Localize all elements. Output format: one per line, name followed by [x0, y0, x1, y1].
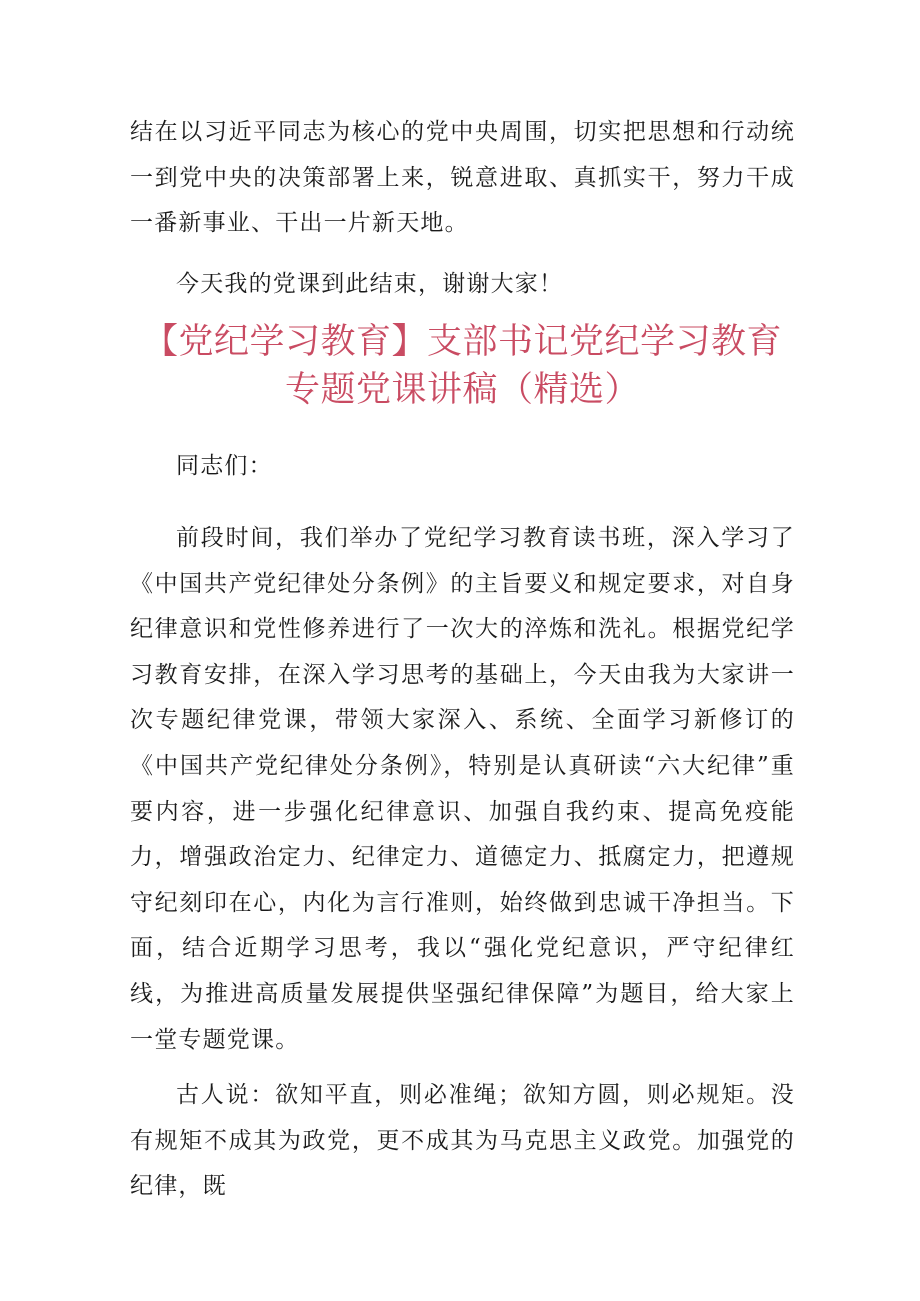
article-title: 【党纪学习教育】支部书记党纪学习教育专题党课讲稿（精选） [142, 322, 782, 410]
salutation: 同志们： [176, 453, 273, 479]
closing-line: 今天我的党课到此结束，谢谢大家！ [176, 271, 564, 297]
body-paragraph-2: 古人说：欲知平直，则必准绳；欲知方圆，则必规矩。没有规矩不成其为政党，更不成其为马克思主义政党。加强党的纪律，既 [130, 1082, 795, 1200]
continuation-paragraph: 结在以习近平同志为核心的党中央周围，切实把思想和行动统一到党中央的决策部署上来，锐意进取、真抓实干，努力干成一番新事业、干出一片新天地。 [130, 119, 795, 237]
body-paragraph-1: 前段时间，我们举办了党纪学习教育读书班，深入学习了《中国共产党纪律处分条例》的主旨要义和规定要求，对自身纪律意识和党性修养进行了一次大的淬炼和洗礼。根据党纪学习教育安排，在深入学习思考的基础上，今天由我为大家讲一次专题纪律党课，带领大家深入、系统、全面学习新修订的《中国共产党纪律处分条例》，特别是认真研读“六大纪律”重要内容，进一步强化纪律意识、加强自我约束、提高免疫能力，增强政治定力、纪律定力、道德定力、抵腐定力，把遵规守纪刻印在心，内化为言行准则，始终做到忠诚干净担当。下面，结合近期学习思考，我以“强化党纪意识，严守纪律红线，为推进高质量发展提供坚强纪律保障”为题目，给大家上一堂专题党课。 [130, 525, 795, 1053]
